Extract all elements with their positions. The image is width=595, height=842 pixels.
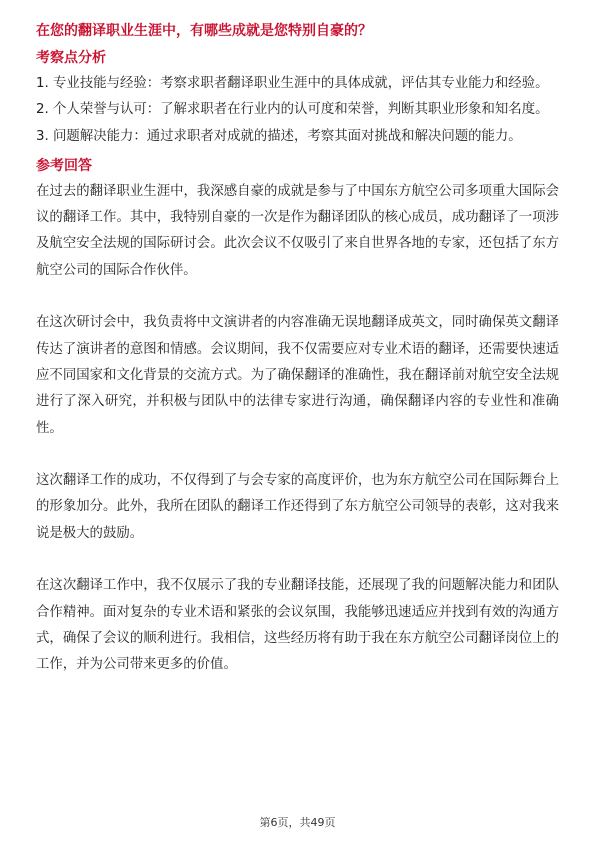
analysis-title: 考察点分析 <box>36 50 106 66</box>
answer-paragraph: 在过去的翻译职业生涯中，我深感自豪的成就是参与了中国东方航空公司多项重大国际会议的翻译工作。其中，我特别自豪的一次是作为翻译团队的核心成员，成功翻译了一项涉及航空安全法规的国际研讨会。此次会议不仅吸引了来自世界各地的专家，还包括了东方航空公司的国际合作伙伴。 <box>36 183 559 278</box>
answer-paragraph: 在这次翻译工作中，我不仅展示了我的专业翻译技能，还展现了我的问题解决能力和团队合作精神。面对复杂的专业术语和紧张的会议氛围，我能够迅速适应并找到有效的沟通方式，确保了会议的顺利进行。我相信，这些经历将有助于我在东方航空公司翻译岗位上的工作，并为公司带来更多的价值。 <box>36 578 559 673</box>
answer-body <box>36 179 559 679</box>
analysis-point: 1. 专业技能与经验：考察求职者翻译职业生涯中的具体成就，评估其专业能力和经验。 <box>36 76 549 91</box>
analysis-point: 3. 问题解决能力：通过求职者对成就的描述，考察其面对挑战和解决问题的能力。 <box>36 128 522 144</box>
answer-paragraph: 在这次研讨会中，我负责将中文演讲者的内容准确无误地翻译成英文，同时确保英文翻译传达了演讲者的意图和情感。会议期间，我不仅需要应对专业术语的翻译，还需要快速适应不同国家和文化背景的交流方式。为了确保翻译的准确性，我在翻译前对航空安全法规进行了深入研究，并积极与团队中的法律专家进行沟通，确保翻译内容的专业性和准确性。 <box>36 315 559 436</box>
analysis-point: 2. 个人荣誉与认可：了解求职者在行业内的认可度和荣誉，判断其职业形象和知名度。 <box>36 102 549 118</box>
document-page <box>36 20 559 679</box>
answer-title: 参考回答 <box>36 157 92 174</box>
page-number: 第6页，共49页 <box>259 816 336 829</box>
answer-paragraph: 这次翻译工作的成功，不仅得到了与会专家的高度评价，也为东方航空公司在国际舞台上的形象加分。此外，我所在团队的翻译工作还得到了东方航空公司领导的表彰，这对我来说是极大的鼓励。 <box>36 473 559 541</box>
question-heading: 在您的翻译职业生涯中，有哪些成就是您特别自豪的？ <box>36 23 372 39</box>
analysis-points <box>36 71 559 150</box>
